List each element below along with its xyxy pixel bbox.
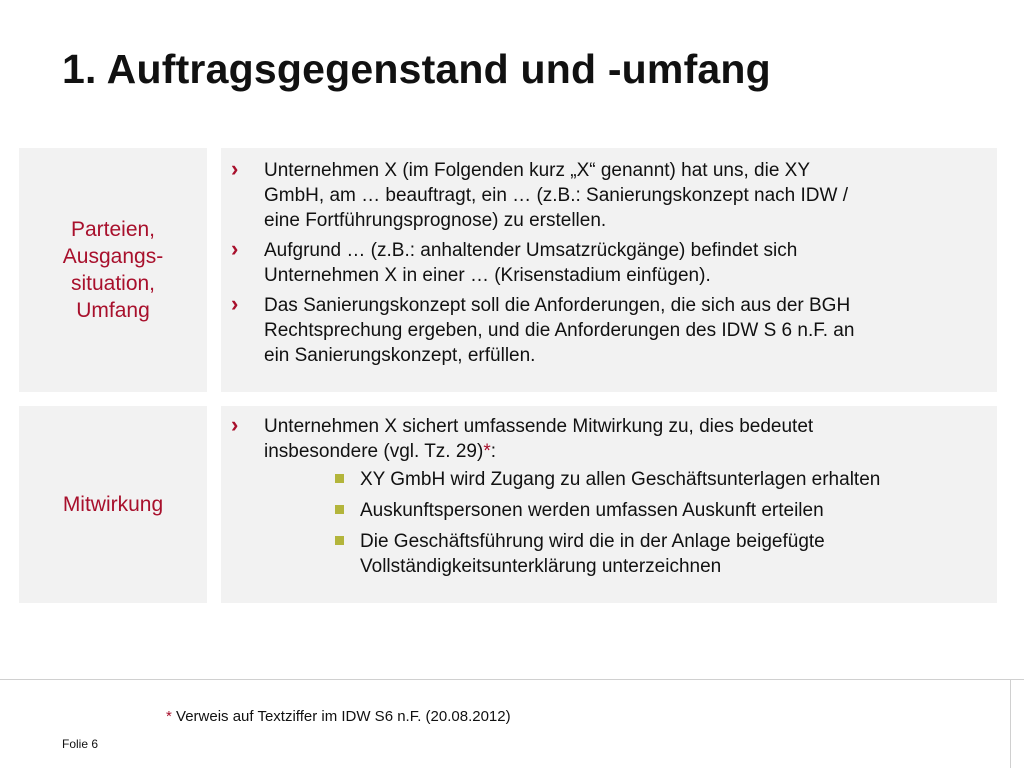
bullet-line: Unternehmen X (im Folgenden kurz „X“ genannt) hat uns, die XY: [264, 160, 811, 181]
section-body-parteien: [221, 148, 997, 392]
bullet-line: Unternehmen X in einer … (Krisenstadium einfügen).: [264, 265, 711, 286]
subbullet-line: Die Geschäftsführung wird die in der Anlage beigefügte: [360, 531, 825, 552]
bullet-line: eine Fortführungsprognose) zu erstellen.: [264, 210, 607, 231]
footnote: [166, 708, 511, 725]
subbullet-item: [360, 498, 985, 523]
footer-divider: [0, 679, 1024, 680]
footer-vertical-divider: [1010, 679, 1011, 768]
bullet-line: [264, 439, 985, 464]
footnote-star: *: [166, 708, 172, 725]
subbullet-line: Vollständigkeitsunterklärung unterzeichnen: [360, 556, 722, 577]
subbullet-line: XY GmbH wird Zugang zu allen Geschäftsunterlagen erhalten: [360, 469, 881, 490]
section-label-text: [63, 491, 163, 518]
bullet-text: insbesondere (vgl. Tz. 29): [264, 441, 484, 462]
chevron-right-icon: ›: [231, 291, 239, 316]
label-line: Umfang: [76, 299, 150, 322]
bullet-line: Rechtsprechung ergeben, und die Anforderungen des IDW S 6 n.F. an: [264, 320, 855, 341]
square-bullet-icon: [335, 505, 344, 514]
section-label-mitwirkung: [19, 406, 207, 603]
chevron-right-icon: ›: [231, 412, 239, 437]
bullet-item: [231, 156, 985, 233]
chevron-right-icon: ›: [231, 236, 239, 261]
bullet-item: [231, 291, 985, 368]
bullet-line: Unternehmen X sichert umfassende Mitwirkung zu, dies bedeutet: [264, 416, 814, 437]
bullet-list: [231, 156, 985, 368]
bullet-list: [231, 412, 985, 579]
label-line: Ausgangs-: [62, 245, 164, 268]
label-line: Parteien,: [70, 218, 156, 241]
subbullet-item: [360, 529, 985, 579]
subbullet-item: [360, 467, 985, 492]
section-label-parteien: [19, 148, 207, 392]
square-bullet-icon: [335, 536, 344, 545]
bullet-line: Das Sanierungskonzept soll die Anforderungen, die sich aus der BGH: [264, 295, 851, 316]
bullet-item: [231, 236, 985, 288]
bullet-text: :: [490, 441, 497, 462]
footnote-marker: *: [483, 441, 491, 462]
bullet-line: GmbH, am … beauftragt, ein … (z.B.: Sanierungskonzept nach IDW /: [264, 185, 848, 206]
bullet-item: [231, 412, 985, 579]
label-line: situation,: [70, 272, 156, 295]
section-body-mitwirkung: [221, 406, 997, 603]
slide-number: Folie 6: [62, 737, 99, 751]
bullet-line: Aufgrund … (z.B.: anhaltender Umsatzrückgänge) befindet sich: [264, 240, 798, 261]
square-bullet-icon: [335, 474, 344, 483]
footnote-text: Verweis auf Textziffer im IDW S6 n.F. (20.08.2012): [176, 708, 511, 725]
slide-title: 1. Auftragsgegenstand und -umfang: [62, 46, 771, 92]
bullet-line: ein Sanierungskonzept, erfüllen.: [264, 345, 536, 366]
subbullet-list: [264, 467, 985, 579]
label-line: Mitwirkung: [62, 493, 164, 516]
chevron-right-icon: ›: [231, 156, 239, 181]
subbullet-line: Auskunftspersonen werden umfassen Auskunft erteilen: [360, 500, 824, 521]
section-label-text: [63, 216, 163, 324]
